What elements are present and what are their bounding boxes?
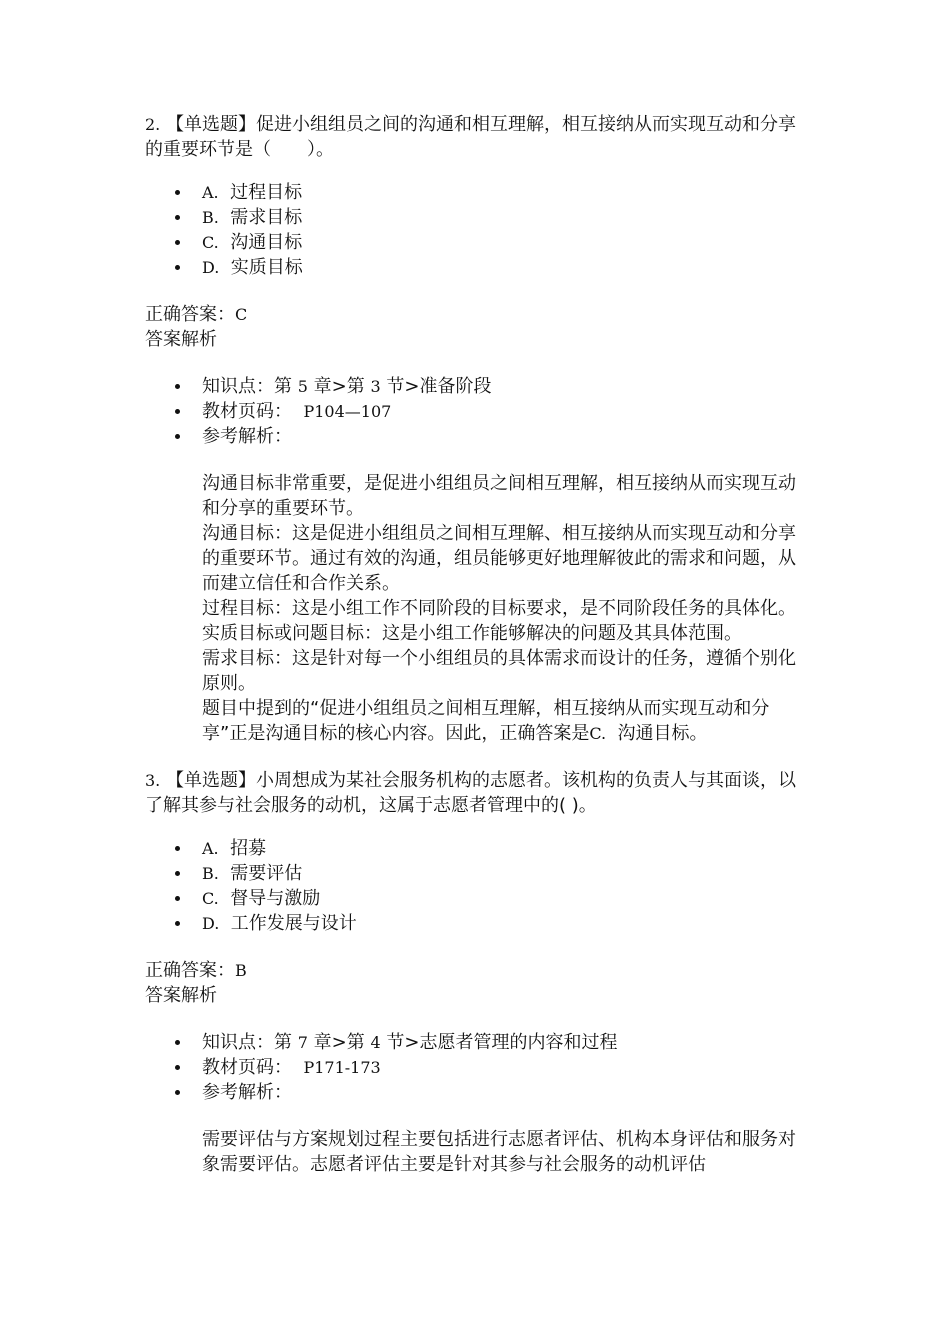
explanation-letter: C. bbox=[589, 724, 607, 743]
reference-label: 参考解析： bbox=[202, 426, 292, 447]
option-b bbox=[145, 861, 810, 886]
page-value: P104—107 bbox=[303, 402, 392, 421]
knowledge-pre: 第 bbox=[274, 376, 292, 397]
page-label: 教材页码： bbox=[202, 401, 292, 422]
correct-answer bbox=[145, 958, 810, 983]
option-a bbox=[145, 180, 810, 205]
answer-label: 正确答案： bbox=[145, 960, 235, 981]
question-title bbox=[145, 112, 810, 162]
analysis-heading: 答案解析 bbox=[145, 985, 217, 1006]
option-letter: D. bbox=[202, 258, 220, 277]
knowledge-label: 知识点： bbox=[202, 1032, 274, 1053]
question-3 bbox=[145, 768, 810, 1177]
option-letter: C. bbox=[202, 889, 219, 908]
option-letter: D. bbox=[202, 914, 220, 933]
option-letter: B. bbox=[202, 864, 219, 883]
section-number: 4 bbox=[370, 1033, 381, 1052]
question-type-tag: 【单选题】 bbox=[166, 770, 256, 791]
option-letter: A. bbox=[202, 839, 219, 858]
option-c bbox=[145, 230, 810, 255]
explanation-paragraph bbox=[202, 696, 810, 746]
option-text: 过程目标 bbox=[230, 182, 303, 203]
explanation-paragraph: 沟通目标非常重要，是促进小组组员之间相互理解，相互接纳从而实现互动和分享的重要环节。 bbox=[202, 473, 796, 519]
option-text: 沟通目标 bbox=[230, 232, 303, 253]
knowledge-post: 节>准备阶段 bbox=[386, 376, 492, 397]
option-letter: A. bbox=[202, 183, 219, 202]
option-text: 督导与激励 bbox=[230, 888, 321, 909]
page-label: 教材页码： bbox=[202, 1057, 292, 1078]
explanation-paragraph: 需求目标：这是针对每一个小组组员的具体需求而设计的任务，遵循个别化原则。 bbox=[202, 648, 796, 694]
explanation-block bbox=[145, 471, 810, 746]
explanation-paragraph: 实质目标或问题目标：这是小组工作能够解决的问题及其具体范围。 bbox=[202, 623, 742, 644]
reference-label: 参考解析： bbox=[202, 1082, 292, 1103]
correct-answer bbox=[145, 302, 810, 327]
explanation-paragraph: 沟通目标：这是促进小组组员之间相互理解、相互接纳从而实现互动和分享的重要环节。通过有效的沟通，组员能够更好地理解彼此的需求和问题，从而建立信任和合作关系。 bbox=[202, 523, 796, 594]
option-d bbox=[145, 911, 810, 936]
chapter-number: 5 bbox=[297, 377, 308, 396]
answer-block bbox=[145, 958, 810, 1008]
knowledge-point bbox=[145, 1030, 810, 1055]
answer-label: 正确答案： bbox=[145, 304, 235, 325]
option-a bbox=[145, 836, 810, 861]
question-text: 促进小组组员之间的沟通和相互理解，相互接纳从而实现互动和分享的重要环节是（ ）。 bbox=[145, 114, 796, 160]
option-text: 需求目标 bbox=[230, 207, 303, 228]
analysis-heading: 答案解析 bbox=[145, 329, 217, 350]
section-number: 3 bbox=[370, 377, 381, 396]
options-list bbox=[145, 180, 810, 280]
option-d bbox=[145, 255, 810, 280]
explanation-text: 沟通目标。 bbox=[617, 723, 708, 744]
analysis-list bbox=[145, 374, 810, 449]
answer-block bbox=[145, 302, 810, 352]
knowledge-post: 节>志愿者管理的内容和过程 bbox=[386, 1032, 618, 1053]
option-c bbox=[145, 886, 810, 911]
option-text: 招募 bbox=[230, 838, 267, 859]
question-title bbox=[145, 768, 810, 818]
document-page bbox=[145, 112, 810, 1177]
explanation-text: 题目中提到的“促进小组组员之间相互理解，相互接纳从而实现互动和分享”正是沟通目标的核心内容。因此，正确答案是 bbox=[202, 698, 770, 744]
explanation-paragraph: 需要评估与方案规划过程主要包括进行志愿者评估、机构本身评估和服务对象需要评估。志愿者评估主要是针对其参与社会服务的动机评估 bbox=[202, 1129, 796, 1175]
option-text: 需要评估 bbox=[230, 863, 303, 884]
options-list bbox=[145, 836, 810, 936]
knowledge-mid: 章>第 bbox=[313, 1032, 365, 1053]
question-text: 小周想成为某社会服务机构的志愿者。该机构的负责人与其面谈，以了解其参与社会服务的动机，这属于志愿者管理中的( )。 bbox=[145, 770, 796, 816]
page-value: P171-173 bbox=[303, 1058, 381, 1077]
answer-value: B bbox=[235, 961, 247, 980]
option-text: 工作发展与设计 bbox=[230, 913, 357, 934]
question-2 bbox=[145, 112, 810, 746]
chapter-number: 7 bbox=[297, 1033, 308, 1052]
explanation-paragraph: 过程目标：这是小组工作不同阶段的目标要求，是不同阶段任务的具体化。 bbox=[202, 598, 796, 619]
option-text: 实质目标 bbox=[230, 257, 303, 278]
textbook-pages bbox=[145, 1055, 810, 1080]
knowledge-point bbox=[145, 374, 810, 399]
knowledge-label: 知识点： bbox=[202, 376, 274, 397]
answer-value: C bbox=[235, 305, 248, 324]
option-b bbox=[145, 205, 810, 230]
question-type-tag: 【单选题】 bbox=[166, 114, 256, 135]
question-number: 3. bbox=[145, 771, 161, 790]
question-number: 2. bbox=[145, 115, 161, 134]
knowledge-pre: 第 bbox=[274, 1032, 292, 1053]
knowledge-mid: 章>第 bbox=[313, 376, 365, 397]
textbook-pages bbox=[145, 399, 810, 424]
reference-analysis bbox=[145, 1080, 810, 1105]
option-letter: B. bbox=[202, 208, 219, 227]
option-letter: C. bbox=[202, 233, 219, 252]
analysis-list bbox=[145, 1030, 810, 1105]
reference-analysis bbox=[145, 424, 810, 449]
explanation-block bbox=[145, 1127, 810, 1177]
